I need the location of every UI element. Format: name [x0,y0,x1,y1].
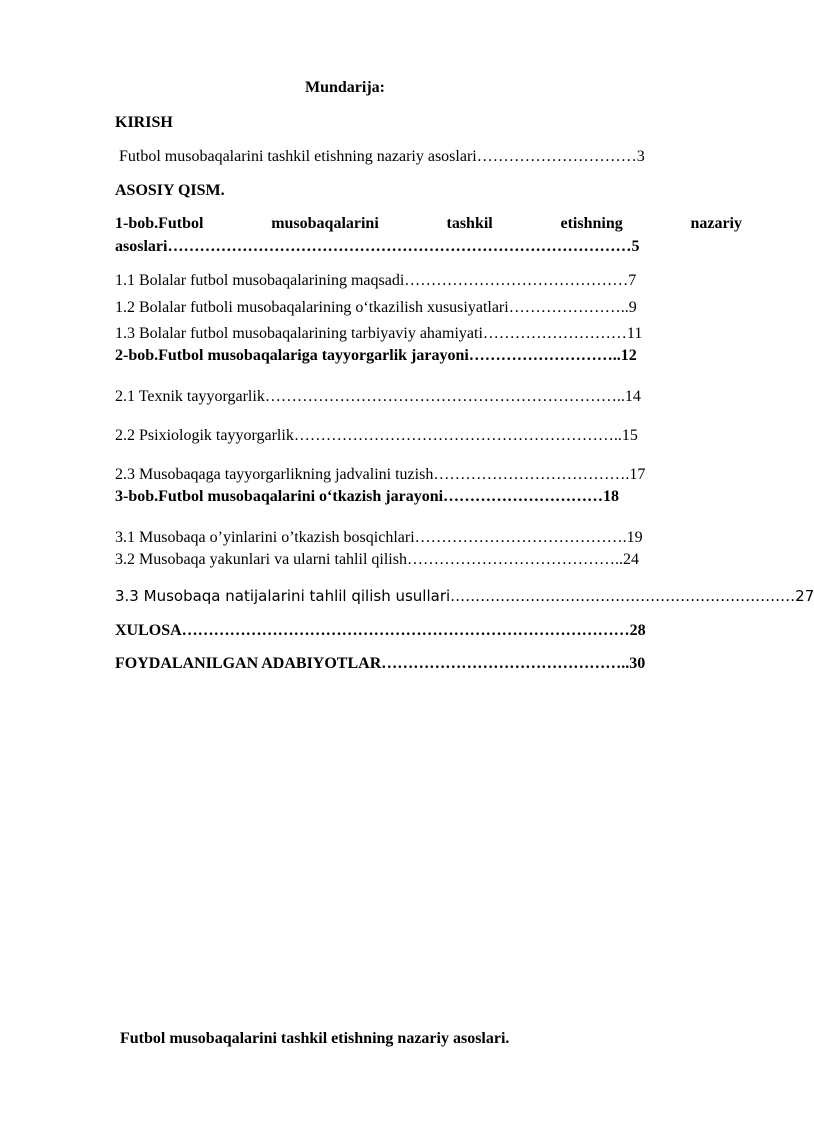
toc-item-1-2: 1.2 Bolalar futboli musobaqalarining o‘tkazilish xususiyatlari…………………..9 [115,299,637,316]
toc-item-3-2: 3.2 Musobaqa yakunlari va ularni tahlil qilish…………………………………..24 [115,551,639,568]
toc-item-3-3: 3.3 Musobaqa natijalarini tahlil qilish usullari……………………………………………………………27 [115,587,814,605]
toc-chapter-1-word: musobaqalarini [271,215,379,232]
toc-chapter-1-line2: asoslari……………………………………………………………………………5 [115,238,640,255]
toc-item-3-1: 3.1 Musobaqa o’yinlarini o’tkazish bosqichlari………………………………….19 [115,529,643,546]
toc-adabiyotlar: FOYDALANILGAN ADABIYOTLAR………………………………………..30 [115,655,646,672]
toc-item-1-1: 1.1 Bolalar futbol musobaqalarining maqsadi……………………………………7 [115,272,637,289]
toc-chapter-3: 3-bob.Futbol musobaqalarini o‘tkazish jarayoni…………………………18 [115,488,620,505]
section-heading: Futbol musobaqalarini tashkil etishning nazariy asoslari. [120,1030,510,1047]
toc-chapter-1-word: etishning [560,215,623,232]
toc-xulosa: XULOSA…………………………………………………………………………28 [115,622,646,639]
toc-item-kirish: Futbol musobaqalarini tashkil etishning nazariy asoslari…………………………3 [119,148,645,165]
toc-heading: Mundarija: [305,79,385,96]
toc-item-1-3: 1.3 Bolalar futbol musobaqalarining tarbiyaviy ahamiyati………………………11 [115,325,643,342]
toc-chapter-1-line1 [115,214,742,234]
toc-chapter-1-word: nazariy [690,215,742,232]
toc-asosiy-qism: ASOSIY QISM. [115,182,225,199]
toc-item-2-1: 2.1 Texnik tayyorgarlik…………………………………………………………..14 [115,388,641,405]
toc-chapter-2: 2-bob.Futbol musobaqalariga tayyorgarlik jarayoni………………………..12 [115,347,637,364]
toc-kirish: KIRISH [115,114,173,131]
toc-chapter-1-word: 1-bob.Futbol [115,215,204,232]
toc-item-2-2: 2.2 Psixiologik tayyorgarlik……………………………………………………..15 [115,427,638,444]
toc-chapter-1-word: tashkil [446,215,493,232]
toc-item-2-3: 2.3 Musobaqaga tayyorgarlikning jadvalini tuzish……………………………….17 [115,466,646,483]
